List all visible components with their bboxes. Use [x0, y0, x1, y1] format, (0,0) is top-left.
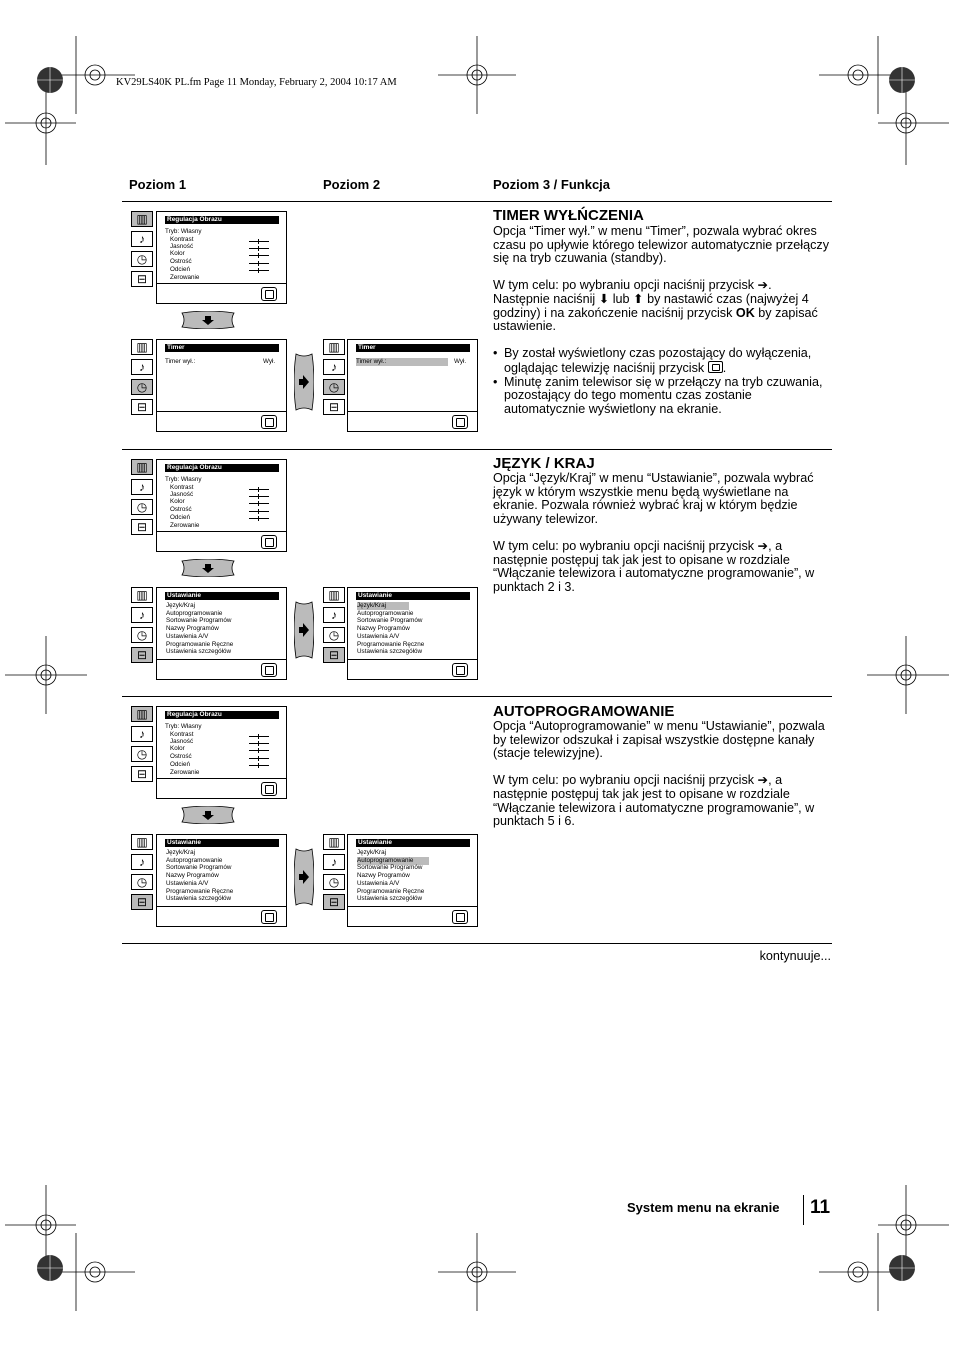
page-number-divider	[803, 1195, 804, 1225]
list-item: • By został wyświetlony czas pozostający do wyłączenia, oglądając telewizję naciśnij przycisk .	[493, 347, 829, 375]
screen-bottom-bar	[157, 531, 286, 532]
section-text-timer	[493, 225, 829, 416]
menu-title: Ustawianie	[165, 839, 279, 847]
menu-icons	[131, 211, 153, 291]
menu-item: Język/Kraj	[166, 602, 196, 609]
divider	[122, 696, 832, 697]
menu-icons	[131, 834, 153, 914]
info-button-icon	[708, 361, 723, 373]
menu-item: Sortowanie Programów	[166, 617, 232, 624]
menu-item: Autoprogramowanie	[166, 610, 223, 617]
menu-title: Timer	[356, 344, 470, 352]
bullet-list	[493, 347, 829, 416]
menu-item: Ustawienia A/V	[166, 880, 209, 887]
ok-button-icon	[261, 910, 277, 924]
menu-icons	[131, 587, 153, 667]
section-text-lang	[493, 472, 829, 608]
tv-screen-setup-menu	[156, 834, 287, 927]
footer-section: System menu na ekranie	[627, 1200, 780, 1215]
right-arrow-icon	[294, 352, 314, 412]
menu-item: Kolor	[170, 250, 185, 257]
list-item: • Minutę zanim telewisor się w przełączy na tryb czuwania, pozostający do tego momentu czas zostanie automatycznie wyświetlony na ekranie.	[493, 376, 829, 417]
music-note-icon: ♪	[323, 607, 345, 623]
tv-screen-picture-menu	[156, 211, 287, 304]
tv-screen-picture-menu	[156, 706, 287, 799]
menu-item: Kolor	[170, 745, 185, 752]
screen-bottom-bar	[348, 659, 477, 660]
paragraph: Opcja “Timer wył.” w menu “Timer”, pozwala wybrać okres czasu po upływie którego telewizor automatycznie przełączy się na tryb czuwania (standby).	[493, 224, 829, 266]
picture-icon: ▥	[131, 339, 153, 355]
menu-item: Sortowanie Programów	[357, 617, 423, 624]
menu-item: Kontrast	[170, 731, 194, 738]
clock-icon: ◷	[323, 379, 345, 395]
menu-mode: Tryb: Własny	[165, 228, 202, 235]
music-note-icon: ♪	[131, 607, 153, 623]
clock-icon: ◷	[323, 874, 345, 890]
tv-screen-setup-auto-selected	[347, 834, 478, 927]
menu-item: Programowanie Ręczne	[166, 888, 234, 895]
screen-bottom-bar	[348, 411, 477, 412]
menu-title: Ustawianie	[356, 592, 470, 600]
menu-icons	[131, 459, 153, 539]
menu-item: Ustawienia A/V	[166, 633, 209, 640]
down-arrow-icon	[180, 559, 236, 577]
screen-bottom-bar	[157, 283, 286, 284]
music-note-icon: ♪	[323, 854, 345, 870]
section-text-auto	[493, 720, 829, 842]
menu-item: Odcień	[170, 514, 190, 521]
menu-icons	[323, 587, 345, 667]
menu-item: Nazwy Programów	[357, 625, 410, 632]
tv-screen-timer-menu	[156, 339, 287, 432]
menu-item: Język/Kraj	[357, 849, 387, 856]
menu-item: Nazwy Programów	[166, 625, 219, 632]
menu-item: Programowanie Ręczne	[357, 641, 425, 648]
menu-icons	[131, 706, 153, 786]
menu-item: Ustawienia A/V	[357, 880, 400, 887]
slider	[249, 241, 269, 242]
picture-icon: ▥	[131, 834, 153, 850]
menu-item: Jasność	[170, 738, 194, 745]
section-title-timer: TIMER WYŁŃCZENIA	[493, 207, 644, 224]
slider	[249, 518, 269, 519]
menu-item-highlighted: Język/Kraj	[357, 602, 409, 610]
menu-item: Ustawienia szczegółów	[166, 895, 232, 902]
toolbox-icon: ⊟	[131, 399, 153, 415]
section-title-lang: JĘZYK / KRAJ	[493, 455, 595, 472]
file-header: KV29LS40K PL.fm Page 11 Monday, February 2, 2004 10:17 AM	[116, 77, 397, 88]
screen-bottom-bar	[157, 778, 286, 779]
paragraph: W tym celu: po wybraniu opcji naciśnij przycisk ➔, a następnie postępuj tak jak jest to opisane w rozdziale “Włączanie telewizora i automatyczne programowanie”, w punktach 2 i 3.	[493, 538, 815, 594]
ok-button-icon	[261, 663, 277, 677]
divider	[122, 449, 832, 450]
music-note-icon: ♪	[131, 854, 153, 870]
menu-item: Jasność	[170, 243, 194, 250]
slider	[249, 750, 269, 751]
music-note-icon: ♪	[131, 231, 153, 247]
menu-item: Zerowanie	[170, 769, 200, 776]
music-note-icon: ♪	[131, 726, 153, 742]
menu-item: Sortowanie Programów	[357, 864, 423, 871]
tv-screen-setup-menu	[156, 587, 287, 680]
menu-title: Timer	[165, 344, 279, 352]
slider	[249, 736, 269, 737]
menu-item: Autoprogramowanie	[357, 610, 414, 617]
menu-item: Zerowanie	[170, 274, 200, 281]
clock-icon: ◷	[131, 379, 153, 395]
toolbox-icon: ⊟	[323, 399, 345, 415]
menu-item-highlighted: Timer wył.:	[356, 358, 448, 366]
paragraph: Opcja “Język/Kraj” w menu “Ustawianie”, pozwala wybrać język w którym wszystkie menu będą wyświetlane na ekranie. Pozwala również wybrać kraj w którym będzie używany telewizor.	[493, 471, 814, 526]
picture-icon: ▥	[131, 459, 153, 475]
music-note-icon: ♪	[323, 359, 345, 375]
menu-item: Język/Kraj	[166, 849, 196, 856]
clock-icon: ◷	[131, 874, 153, 890]
screen-bottom-bar	[157, 411, 286, 412]
menu-value: Wył.	[454, 358, 467, 365]
menu-item: Sortowanie Programów	[166, 864, 232, 871]
menu-item: Kontrast	[170, 236, 194, 243]
menu-mode: Tryb: Własny	[165, 476, 202, 483]
menu-item: Ustawienia szczegółów	[357, 895, 423, 902]
menu-item: Ustawienia szczegółów	[166, 648, 232, 655]
column-header-level1: Poziom 1	[129, 177, 187, 192]
right-arrow-icon	[294, 600, 314, 660]
menu-item: Nazwy Programów	[166, 872, 219, 879]
picture-icon: ▥	[323, 587, 345, 603]
tv-screen-timer-selected	[347, 339, 478, 432]
down-arrow-icon	[180, 806, 236, 824]
menu-icons	[323, 339, 345, 419]
menu-item: Ostrość	[170, 506, 192, 513]
ok-button-icon	[261, 415, 277, 429]
picture-icon: ▥	[323, 339, 345, 355]
menu-item: Odcień	[170, 761, 190, 768]
menu-icons	[131, 339, 153, 419]
menu-item: Ostrość	[170, 258, 192, 265]
menu-item: Kolor	[170, 498, 185, 505]
slider	[249, 511, 269, 512]
picture-icon: ▥	[131, 587, 153, 603]
picture-icon: ▥	[131, 706, 153, 722]
clock-icon: ◷	[131, 251, 153, 267]
menu-item: Nazwy Programów	[357, 872, 410, 879]
menu-item: Programowanie Ręczne	[357, 888, 425, 895]
menu-item: Zerowanie	[170, 522, 200, 529]
slider	[249, 758, 269, 759]
slider	[249, 743, 269, 744]
toolbox-icon: ⊟	[323, 647, 345, 663]
slider	[249, 765, 269, 766]
divider	[122, 201, 832, 202]
clock-icon: ◷	[131, 746, 153, 762]
slider	[249, 263, 269, 264]
paragraph: W tym celu: po wybraniu opcji naciśnij przycisk ➔. Następnie naciśnij ⬇ lub ⬆ by nastawić czas (najwyżej 4 godziny) i na zakończenie naciśnij przycisk OK by zapisać ustawienie.	[493, 278, 818, 334]
clock-icon: ◷	[323, 627, 345, 643]
picture-icon: ▥	[323, 834, 345, 850]
toolbox-icon: ⊟	[131, 766, 153, 782]
toolbox-icon: ⊟	[131, 647, 153, 663]
music-note-icon: ♪	[131, 359, 153, 375]
menu-item: Timer wył.:	[165, 358, 196, 365]
menu-item: Ustawienia szczegółów	[357, 648, 423, 655]
menu-title: Ustawianie	[165, 592, 279, 600]
slider	[249, 489, 269, 490]
paragraph: Opcja “Autoprogramowanie” w menu “Ustawianie”, pozwala by telewizor odszukał i zapisał wszystkie dostępne kanały (stacje telewizyjne).	[493, 719, 825, 761]
tv-screen-picture-menu	[156, 459, 287, 552]
slider	[249, 503, 269, 504]
ok-button-icon	[261, 287, 277, 301]
menu-item-highlighted: Autoprogramowanie	[357, 857, 429, 865]
section-title-auto: AUTOPROGRAMOWANIE	[493, 703, 675, 720]
picture-icon: ▥	[131, 211, 153, 227]
slider	[249, 248, 269, 249]
menu-item: Jasność	[170, 491, 194, 498]
slider	[249, 270, 269, 271]
page-number: 11	[810, 1197, 831, 1218]
toolbox-icon: ⊟	[131, 894, 153, 910]
paragraph: W tym celu: po wybraniu opcji naciśnij przycisk ➔, a następnie postępuj tak jak jest to opisane w rozdziale “Włączanie telewizora i automatyczne programowanie”, w punktach 5 i 6.	[493, 773, 815, 829]
divider	[122, 943, 832, 944]
menu-title: Regulacja Obrazu	[165, 464, 279, 472]
clock-icon: ◷	[131, 627, 153, 643]
menu-item: Ustawienia A/V	[357, 633, 400, 640]
toolbox-icon: ⊟	[131, 519, 153, 535]
menu-item: Autoprogramowanie	[166, 857, 223, 864]
menu-item: Kontrast	[170, 484, 194, 491]
slider	[249, 255, 269, 256]
menu-title: Regulacja Obrazu	[165, 711, 279, 719]
toolbox-icon: ⊟	[131, 271, 153, 287]
music-note-icon: ♪	[131, 479, 153, 495]
down-arrow-icon	[180, 311, 236, 329]
menu-mode: Tryb: Własny	[165, 723, 202, 730]
ok-button-icon	[452, 415, 468, 429]
column-header-level2: Poziom 2	[323, 177, 381, 192]
screen-bottom-bar	[157, 906, 286, 907]
slider	[249, 496, 269, 497]
ok-button-icon	[261, 782, 277, 796]
column-header-level3: Poziom 3 / Funkcja	[493, 177, 611, 192]
menu-item: Ostrość	[170, 753, 192, 760]
ok-button-icon	[452, 663, 468, 677]
right-arrow-icon	[294, 847, 314, 907]
menu-icons	[323, 834, 345, 914]
menu-item: Odcień	[170, 266, 190, 273]
clock-icon: ◷	[131, 499, 153, 515]
screen-bottom-bar	[157, 659, 286, 660]
toolbox-icon: ⊟	[323, 894, 345, 910]
menu-title: Regulacja Obrazu	[165, 216, 279, 224]
menu-item: Programowanie Ręczne	[166, 641, 234, 648]
ok-button-icon	[261, 535, 277, 549]
continue-note: kontynuuje...	[759, 949, 831, 963]
menu-title: Ustawianie	[356, 839, 470, 847]
screen-bottom-bar	[348, 906, 477, 907]
tv-screen-setup-lang-selected	[347, 587, 478, 680]
menu-value: Wył.	[263, 358, 276, 365]
ok-button-icon	[452, 910, 468, 924]
